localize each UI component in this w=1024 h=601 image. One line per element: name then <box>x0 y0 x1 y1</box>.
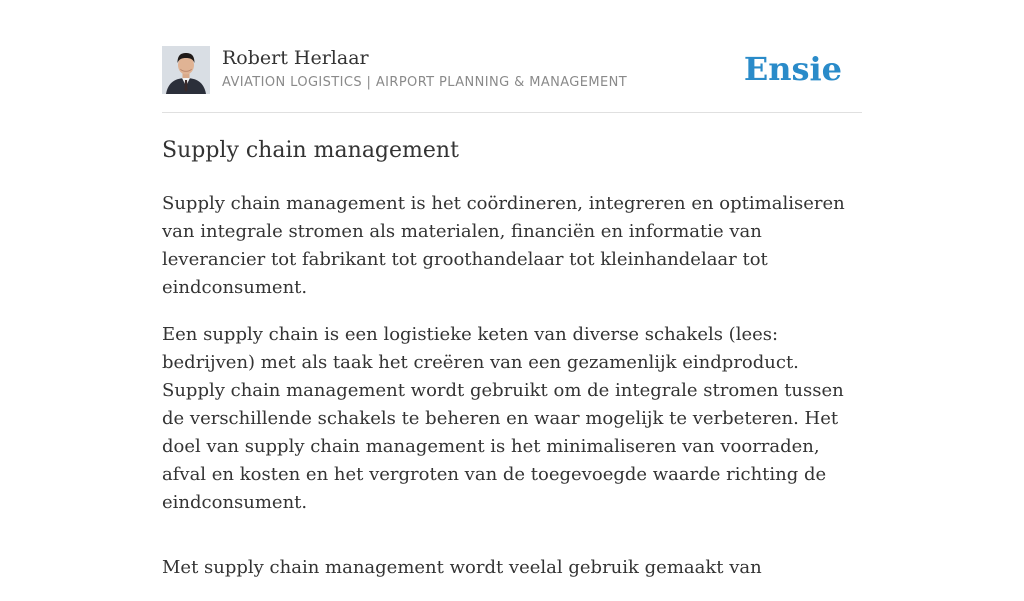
author-name[interactable]: Robert Herlaar <box>222 47 369 69</box>
article-paragraph: Een supply chain is een logistieke keten van diverse schakels (lees: bedrijven) met als taak het creëren van een gezamenlijk eindproduct. Supply chain management wordt gebruikt om de integrale stromen tussen de verschillende schakels te beheren en waar mogelijk te verbeteren. Het doel van supply chain management is het minimaliseren van voorraden, afval en kosten en het vergroten van de toegevoegde waarde richting de eindconsument. <box>162 324 844 513</box>
article-paragraph: Met supply chain management wordt veelal gebruik gemaakt van <box>162 557 762 578</box>
avatar <box>162 46 210 94</box>
article-body <box>162 190 862 601</box>
article-paragraph: Supply chain management is het coördineren, integreren en optimaliseren van integrale stromen als materialen, financiën en informatie van leverancier tot fabrikant tot groothandelaar tot kleinhandelaar tot eindconsument. <box>162 193 845 298</box>
article-title: Supply chain management <box>162 138 459 163</box>
author-subtitle: AVIATION LOGISTICS | AIRPORT PLANNING & MANAGEMENT <box>222 75 628 90</box>
ensie-logo[interactable]: Ensie <box>743 50 842 88</box>
author-header <box>162 46 862 113</box>
